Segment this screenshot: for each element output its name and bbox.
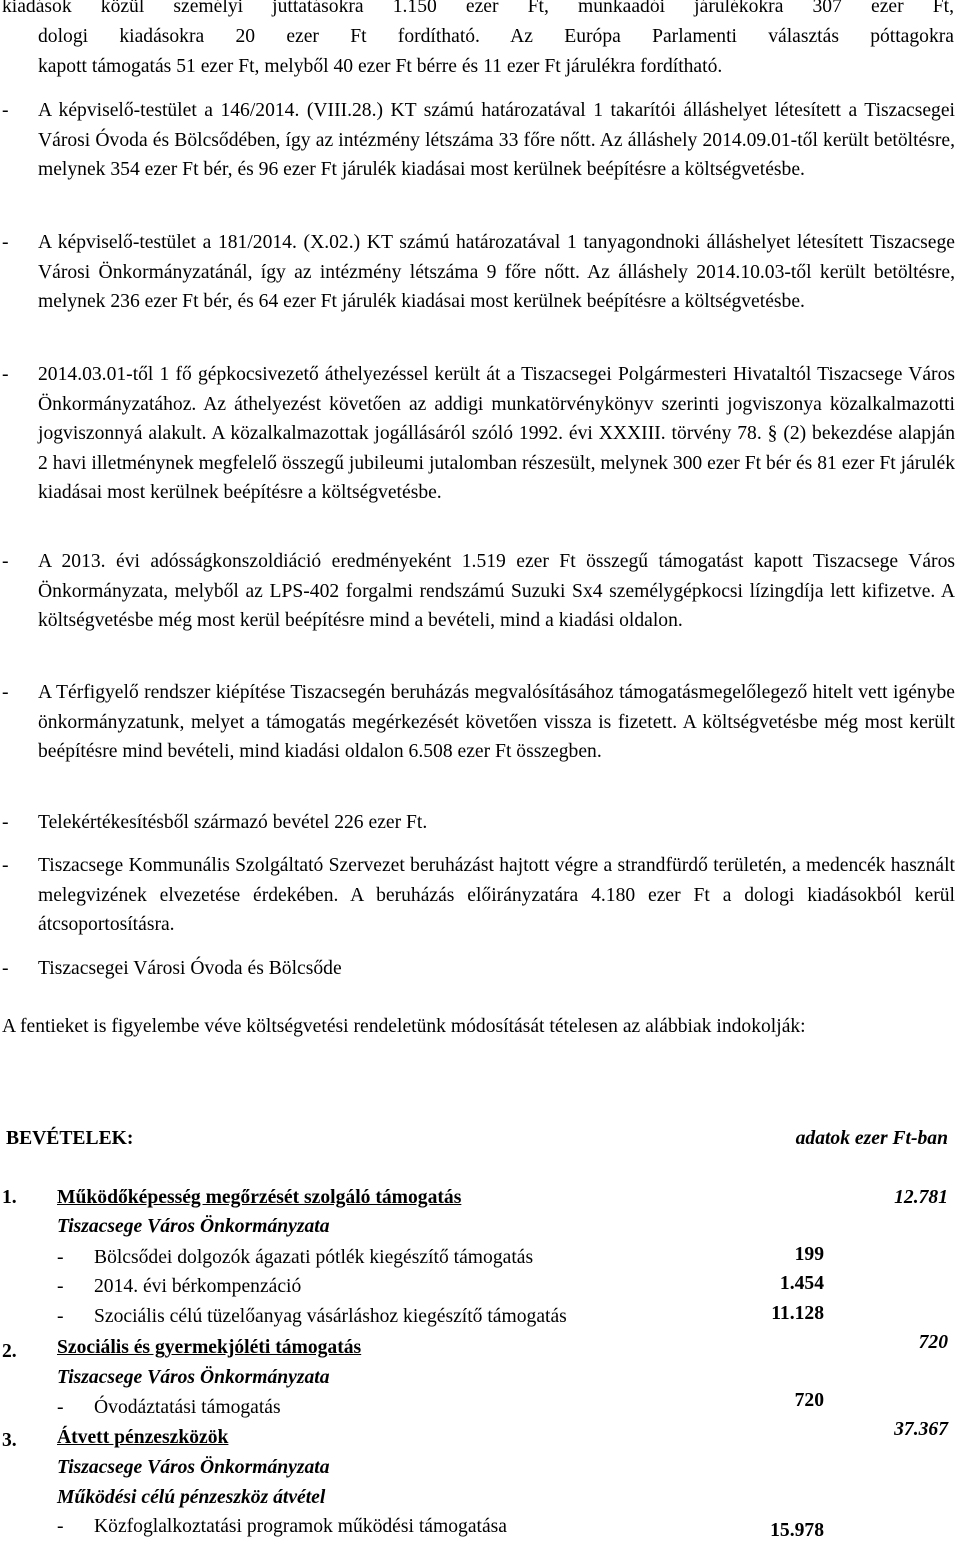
line-dash: - xyxy=(57,1276,64,1297)
bullet-paragraph-1: A képviselő-testület a 146/2014. (VIII.28.) KT számú határozatával 1 takarítói álláshelyet létesített a Tiszacsegei Városi Óvoda és Bölcsődében, így az intézmény létszáma 33 főre nőtt. Az álláshely 2014.09.01-től került betöltésre, melynek 354 ezer Ft bér, és 96 ezer Ft járulék kiadásai most kerülnek beépítésre a költségvetésbe. xyxy=(38,100,955,180)
intro-line-3: kapott támogatás 51 ezer Ft, melyből 40 ezer Ft bérre és 11 ezer Ft járulékra fordítható. xyxy=(38,56,723,77)
unit-note: adatok ezer Ft-ban xyxy=(795,1128,948,1149)
item-title: Szociális és gyermekjóléti támogatás xyxy=(57,1337,362,1358)
item-title: Működőképesség megőrzését szolgáló támogatás xyxy=(57,1187,462,1208)
item-total: 720 xyxy=(918,1332,948,1353)
bullet-paragraph-2: A képviselő-testület a 181/2014. (X.02.) KT számú határozatával 1 tanyagondnoki álláshelyet létesített Tiszacsege Városi Önkormányzatánál, így az intézmény létszáma 9 főre nőtt. Az álláshely 2014.10.03-től került betöltésre, melynek 236 ezer Ft bér, és 64 ezer Ft járulék kiadásai most kerülnek beépítésre a költségvetésbe. xyxy=(38,232,955,312)
bullet-paragraph-5: A Térfigyelő rendszer kiépítése Tiszacsegén beruházás megvalósításához támogatásmegelőlegező hitelt vett igénybe önkormányzatunk, melyet a támogatás megérkezését követően vissza is fizetett. A költségvetésbe még most került beépítésre mind bevételi, mind kiadási oldalon 6.508 ezer Ft összegben. xyxy=(38,682,955,762)
bullet-dash: - xyxy=(2,551,9,572)
bullet-dash: - xyxy=(2,100,9,121)
line-label: Óvodáztatási támogatás xyxy=(94,1397,281,1418)
line-label: Szociális célú tüzelőanyag vásárláshoz kiegészítő támogatás xyxy=(94,1306,567,1327)
line-label: Közfoglalkoztatási programok működési támogatása xyxy=(94,1516,507,1537)
bullet-dash: - xyxy=(2,855,9,876)
line-dash: - xyxy=(57,1397,64,1418)
bullet-paragraph-6: Telekértékesítésből származó bevétel 226 ezer Ft. xyxy=(38,812,428,833)
item-entity: Tiszacsege Város Önkormányzata xyxy=(57,1457,330,1478)
item-number: 3. xyxy=(2,1430,17,1451)
summary-paragraph: A fentieket is figyelembe véve költségvetési rendeletünk módosítását tételesen az alábbiak indokolják: xyxy=(2,1016,806,1037)
item-entity: Tiszacsege Város Önkormányzata xyxy=(57,1216,330,1237)
line-value: 199 xyxy=(794,1244,824,1265)
item-entity: Tiszacsege Város Önkormányzata xyxy=(57,1367,330,1388)
bullet-paragraph-7: Tiszacsege Kommunális Szolgáltató Szervezet beruházást hajtott végre a strandfürdő területén, a medencék használt melegvizének elvezetése érdekében. A beruházás előirányzatára 4.180 ezer Ft a dologi kiadásokból kerül átcsoportosításra. xyxy=(38,855,955,935)
bullet-paragraph-8: Tiszacsegei Városi Óvoda és Bölcsőde xyxy=(38,958,342,979)
item-number: 1. xyxy=(2,1187,17,1208)
line-label: Bölcsődei dolgozók ágazati pótlék kiegészítő támogatás xyxy=(94,1247,534,1268)
bullet-paragraph-3: 2014.03.01-től 1 fő gépkocsivezető áthelyezéssel került át a Tiszacsegei Polgármesteri Hivataltól Tiszacsege Város Önkormányzatához. Az áthelyezést követően az addigi munkatörvénykönyv szerinti jogviszonya közalkalmazotti jogviszonnyá alakult. A közalkalmazottak jogállásáról szóló 1992. évi XXXIII. törvény 78. § (2) bekezdése alapján 2 havi illetménynek megfelelő összegű jubileumi jutalomban részesült, melynek 300 ezer Ft bér és 81 ezer Ft járulék kiadásai most kerülnek beépítésre a költségvetésbe. xyxy=(38,364,955,503)
item-total: 12.781 xyxy=(894,1187,948,1208)
line-value: 11.128 xyxy=(771,1303,824,1324)
line-dash: - xyxy=(57,1247,64,1268)
bullet-dash: - xyxy=(2,232,9,253)
bullet-dash: - xyxy=(2,682,9,703)
line-value: 15.978 xyxy=(770,1520,824,1541)
bullet-paragraph-4: A 2013. évi adósságkonszoldiáció eredményeként 1.519 ezer Ft összegű támogatást kapott Tiszacsege Város Önkormányzata, melyből az LPS-402 forgalmi rendszámú Suzuki Sx4 személygépkocsi lízingdíja lett kifizetve. A költségvetésbe még most kerül beépítésre mind a bevételi, mind a kiadási oldalon. xyxy=(38,551,955,631)
item-number: 2. xyxy=(2,1341,17,1362)
line-value: 720 xyxy=(794,1390,824,1411)
item-subtitle: Működési célú pénzeszköz átvétel xyxy=(57,1487,326,1508)
item-title: Átvett pénzeszközök xyxy=(57,1427,229,1448)
intro-line-1: kiadások közül személyi juttatásokra 1.150 ezer Ft, munkaadói járulékokra 307 ezer Ft, xyxy=(2,0,954,17)
revenue-heading: BEVÉTELEK: xyxy=(6,1128,134,1149)
bullet-dash: - xyxy=(2,958,9,979)
bullet-dash: - xyxy=(2,812,9,833)
line-dash: - xyxy=(57,1306,64,1327)
line-dash: - xyxy=(57,1516,64,1537)
line-value: 1.454 xyxy=(779,1273,824,1294)
intro-line-2: dologi kiadásokra 20 ezer Ft fordítható. Az Európa Parlamenti választás póttagokra xyxy=(38,26,954,47)
item-total: 37.367 xyxy=(894,1419,948,1440)
line-label: 2014. évi bérkompenzáció xyxy=(94,1276,302,1297)
bullet-dash: - xyxy=(2,364,9,385)
